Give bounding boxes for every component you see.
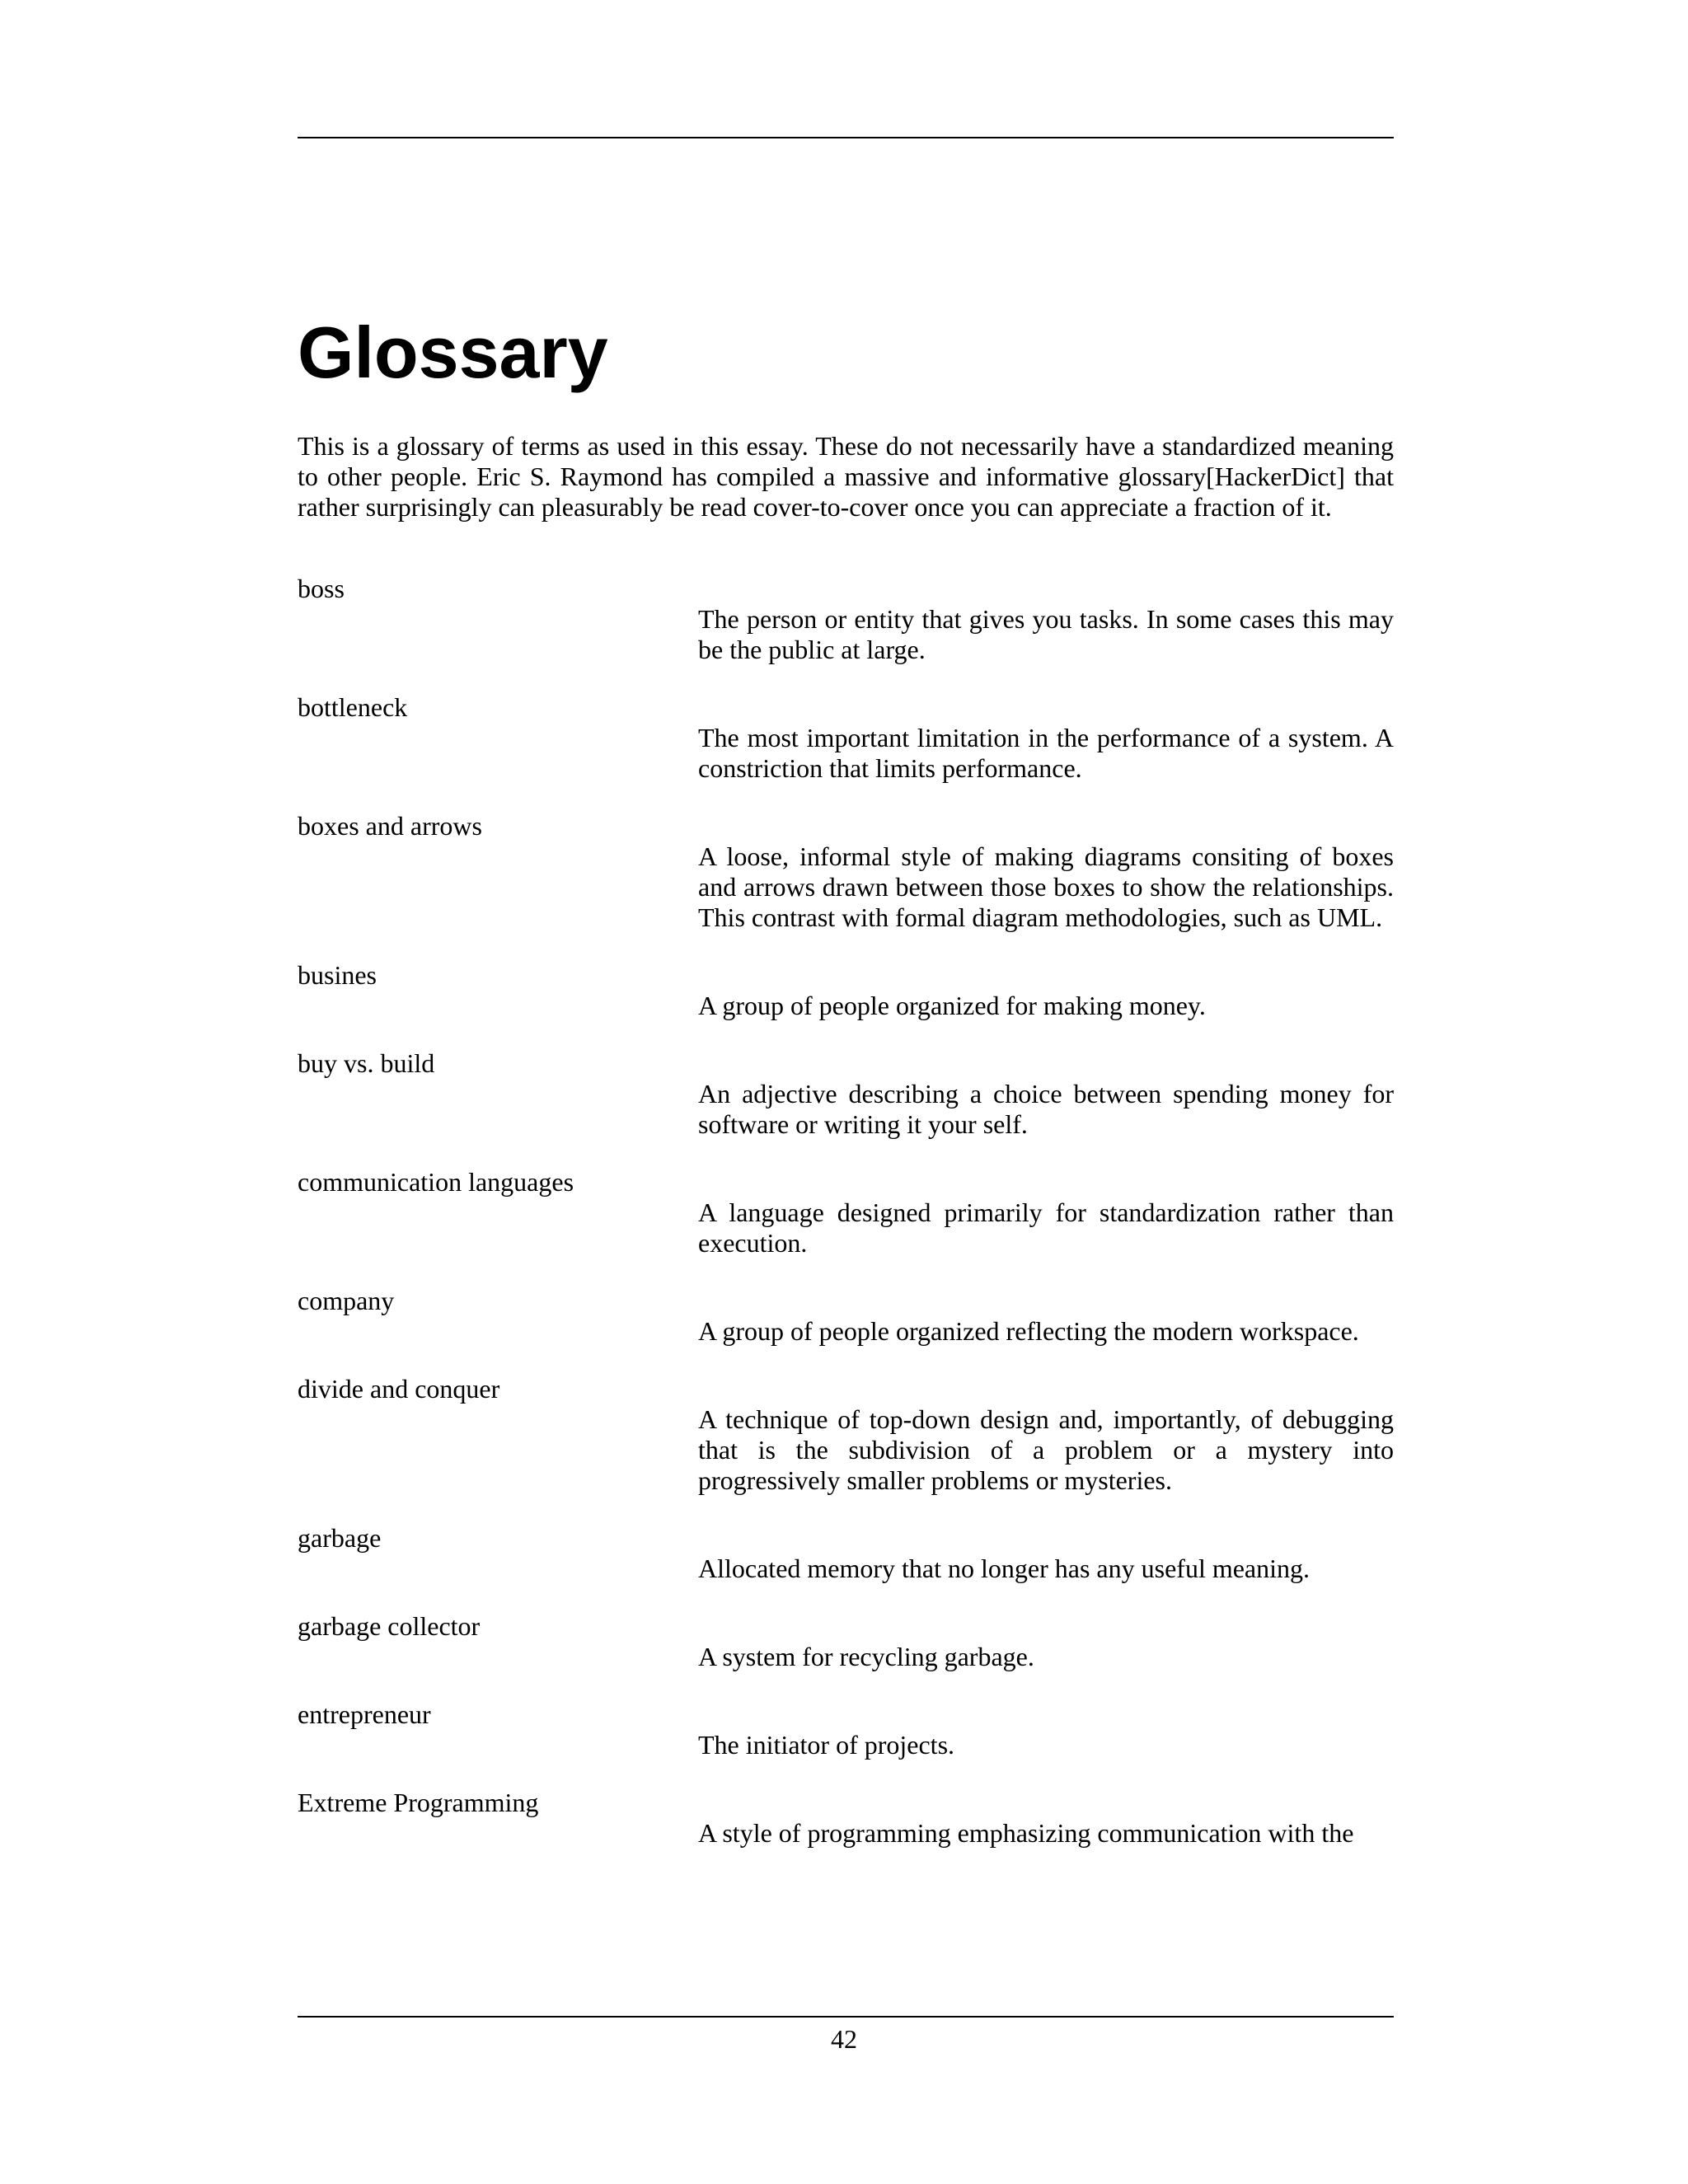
glossary-definition: A style of programming emphasizing communication with the [698,1817,1354,1848]
glossary-definition: A group of people organized reflecting the modern workspace. [698,1315,1359,1346]
glossary-definition: A group of people organized for making money. [698,990,1206,1020]
glossary-entry [298,1523,1394,1584]
glossary-definition: A system for recycling garbage. [698,1641,1034,1671]
glossary-term: divide and conquer [298,1373,500,1404]
glossary-entry [298,811,1394,933]
glossary-entry [298,1048,1394,1140]
glossary-definition: A language designed primarily for standardization rather than execution. [698,1197,1394,1258]
glossary-term: boss [298,573,345,603]
intro-paragraph: This is a glossary of terms as used in this essay. These do not necessarily have a standardized meaning to other people. Eric S. Raymond has compiled a massive and informative glossary[HackerDict] that rather surprisingly can pleasurably be read cover-to-cover once you can appreciate a fraction of it. [298,430,1394,522]
glossary-definition: The most important limitation in the performance of a system. A constriction that limits performance. [698,722,1394,783]
glossary-entry [298,692,1394,784]
glossary-entry [298,574,1394,665]
glossary-definition: An adjective describing a choice between spending money for software or writing it your self. [698,1078,1394,1139]
glossary-definition: Allocated memory that no longer has any useful meaning. [698,1553,1311,1583]
glossary-entry [298,1699,1394,1760]
glossary-definition: A technique of top-down design and, importantly, of debugging that is the subdivision of a problem or a mystery into progressively smaller problems or mysteries. [698,1404,1394,1495]
glossary-list [298,574,1394,1849]
glossary-term: Extreme Programming [298,1787,539,1817]
glossary-term: garbage [298,1522,382,1553]
glossary-entry [298,1286,1394,1347]
glossary-term: entrepreneur [298,1699,431,1729]
page-content [298,313,1394,1876]
glossary-entry [298,960,1394,1021]
header-rule [298,137,1394,138]
glossary-entry [298,1374,1394,1496]
page-title: Glossary [298,312,608,393]
page-number: 42 [831,2024,857,2054]
glossary-entry [298,1167,1394,1258]
glossary-definition: The person or entity that gives you tasks. In some cases this may be the public at large. [698,603,1394,664]
glossary-definition: The initiator of projects. [698,1729,955,1760]
glossary-term: busines [298,959,377,990]
glossary-term: buy vs. build [298,1047,435,1078]
glossary-term: bottleneck [298,691,408,722]
glossary-entry [298,1788,1394,1849]
glossary-definition: A loose, informal style of making diagrams consiting of boxes and arrows drawn between those boxes to show the relationships. This contrast with formal diagram methodologies, such as UML. [698,841,1394,932]
glossary-term: boxes and arrows [298,810,482,841]
glossary-term: garbage collector [298,1610,481,1641]
glossary-entry [298,1611,1394,1672]
footer-rule [298,2016,1394,2018]
glossary-term: company [298,1285,395,1315]
glossary-term: communication languages [298,1166,574,1197]
